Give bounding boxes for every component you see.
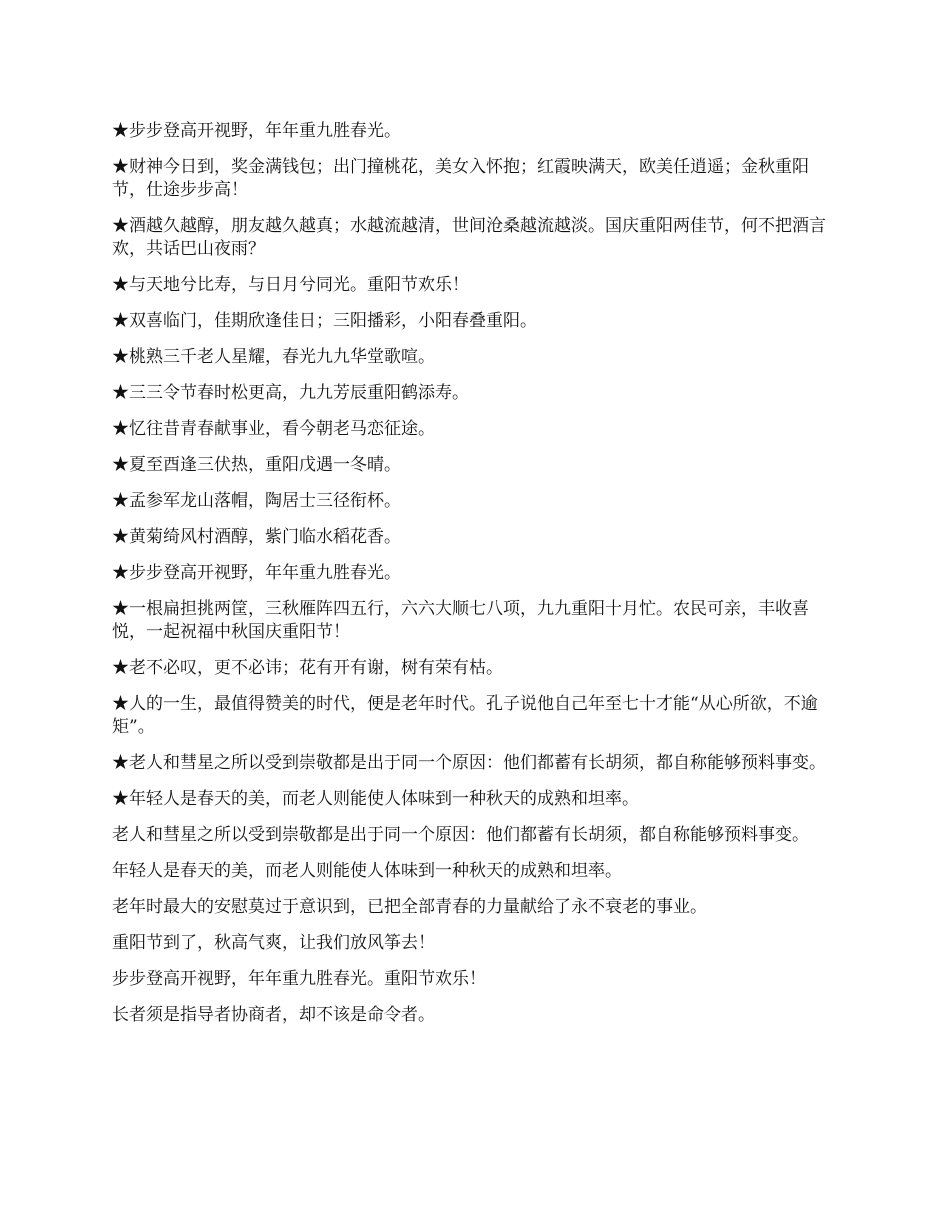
paragraph: ★与天地兮比寿，与日月兮同光。重阳节欢乐！ — [112, 275, 469, 295]
paragraph: ★三三令节春时松更高，九九芳辰重阳鹤添寿。 — [112, 383, 469, 403]
paragraph: 步步登高开视野，年年重九胜春光。重阳节欢乐！ — [112, 969, 486, 989]
paragraph: ★步步登高开视野，年年重九胜春光。 — [112, 121, 401, 141]
paragraph: 长者须是指导者协商者，却不该是命令者。 — [112, 1005, 435, 1025]
paragraph: ★一根扁担挑两筐，三秋雁阵四五行，六六大顺七八项，九九重阳十月忙。农民可亲，丰收喜悦，一起祝福中秋国庆重阳节！ — [112, 599, 809, 642]
paragraph: ★黄菊绮风村酒醇，紫门临水稻花香。 — [112, 527, 401, 547]
paragraph: ★夏至酉逢三伏热，重阳戊遇一冬晴。 — [112, 455, 401, 475]
paragraph: ★孟参军龙山落帽，陶居士三径衔杯。 — [112, 491, 401, 511]
paragraph: ★桃熟三千老人星耀，春光九九华堂歌喧。 — [112, 347, 435, 367]
document-body — [112, 120, 842, 1040]
paragraph: 老人和彗星之所以受到崇敬都是出于同一个原因：他们都蓄有长胡须，都自称能够预料事变。 — [112, 825, 809, 845]
paragraph: ★年轻人是春天的美，而老人则能使人体味到一种秋天的成熟和坦率。 — [112, 789, 639, 809]
paragraph: ★人的一生，最值得赞美的时代，便是老年时代。孔子说他自己年至七十才能“从心所欲，不逾矩”。 — [112, 694, 818, 737]
paragraph: ★步步登高开视野，年年重九胜春光。 — [112, 563, 401, 583]
paragraph: 重阳节到了，秋高气爽，让我们放风筝去！ — [112, 933, 435, 953]
paragraph: ★双喜临门，佳期欣逢佳日；三阳播彩，小阳春叠重阳。 — [112, 311, 537, 331]
paragraph: ★酒越久越醇，朋友越久越真；水越流越清，世间沧桑越流越淡。国庆重阳两佳节，何不把酒言欢，共话巴山夜雨？ — [112, 216, 826, 259]
paragraph: 老年时最大的安慰莫过于意识到，已把全部青春的力量献给了永不衰老的事业。 — [112, 897, 707, 917]
paragraph: ★老人和彗星之所以受到崇敬都是出于同一个原因：他们都蓄有长胡须，都自称能够预料事变。 — [112, 753, 826, 773]
paragraph: ★老不必叹，更不必讳；花有开有谢，树有荣有枯。 — [112, 658, 503, 678]
paragraph: ★财神今日到，奖金满钱包；出门撞桃花，美女入怀抱；红霞映满天，欧美任逍遥；金秋重阳节，仕途步步高！ — [112, 157, 809, 200]
paragraph: ★忆往昔青春献事业，看今朝老马恋征途。 — [112, 419, 435, 439]
paragraph: 年轻人是春天的美，而老人则能使人体味到一种秋天的成熟和坦率。 — [112, 861, 622, 881]
